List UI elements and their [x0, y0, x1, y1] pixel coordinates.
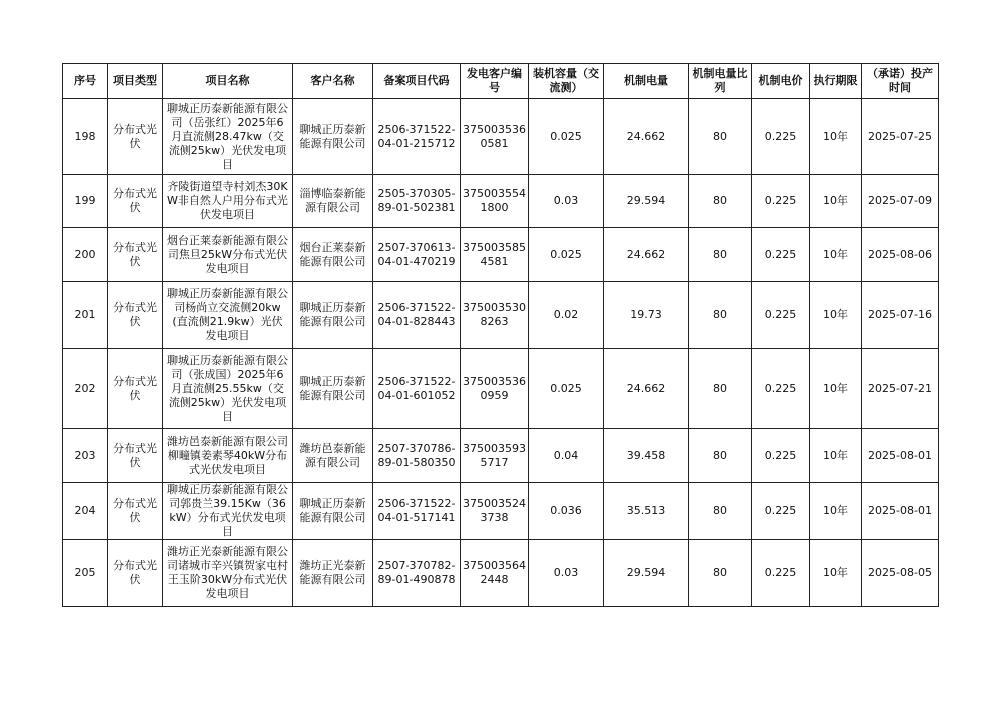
- cell-no: 204: [63, 483, 108, 540]
- cell-energy: 24.662: [604, 228, 689, 282]
- table-row: [63, 429, 939, 483]
- cell-filing-code: 2505-370305-89-01-502381: [373, 175, 461, 228]
- cell-ratio: 80: [689, 282, 752, 349]
- table-row: [63, 99, 939, 175]
- cell-project-name: 齐陵街道望寺村刘杰30KW非自然人户用分布式光伏发电项目: [163, 175, 293, 228]
- cell-account: 3750035360581: [461, 99, 529, 175]
- cell-account: 3750035308263: [461, 282, 529, 349]
- cell-type: 分布式光伏: [108, 99, 163, 175]
- cell-customer: 聊城正历泰新能源有限公司: [293, 282, 373, 349]
- header-term: 执行期限: [810, 64, 862, 99]
- header-no: 序号: [63, 64, 108, 99]
- cell-no: 202: [63, 349, 108, 429]
- table-row: [63, 282, 939, 349]
- cell-type: 分布式光伏: [108, 349, 163, 429]
- table-row: [63, 175, 939, 228]
- cell-price: 0.225: [752, 349, 810, 429]
- cell-filing-code: 2506-371522-04-01-517141: [373, 483, 461, 540]
- header-customer-name: 客户名称: [293, 64, 373, 99]
- cell-price: 0.225: [752, 99, 810, 175]
- header-mechanism-price: 机制电价: [752, 64, 810, 99]
- document-page: [62, 63, 938, 607]
- cell-energy: 35.513: [604, 483, 689, 540]
- cell-date: 2025-07-21: [862, 349, 939, 429]
- cell-energy: 24.662: [604, 99, 689, 175]
- header-filing-code: 备案项目代码: [373, 64, 461, 99]
- table-header-row: [63, 64, 939, 99]
- cell-project-name: 聊城正历泰新能源有限公司（张成国）2025年6月直流侧25.55kw（交流侧25kw）光伏发电项目: [163, 349, 293, 429]
- cell-capacity: 0.03: [529, 175, 604, 228]
- cell-ratio: 80: [689, 228, 752, 282]
- cell-term: 10年: [810, 282, 862, 349]
- cell-date: 2025-08-01: [862, 429, 939, 483]
- projects-table: [62, 63, 939, 607]
- cell-term: 10年: [810, 175, 862, 228]
- header-project-type: 项目类型: [108, 64, 163, 99]
- cell-term: 10年: [810, 349, 862, 429]
- cell-term: 10年: [810, 540, 862, 607]
- cell-type: 分布式光伏: [108, 429, 163, 483]
- cell-term: 10年: [810, 483, 862, 540]
- cell-ratio: 80: [689, 429, 752, 483]
- header-project-name: 项目名称: [163, 64, 293, 99]
- cell-project-name: 聊城正历泰新能源有限公司郭贵兰39.15Kw（36kW）分布式光伏发电项目: [163, 483, 293, 540]
- table-row: [63, 540, 939, 607]
- header-energy-ratio: 机制电量比列: [689, 64, 752, 99]
- cell-price: 0.225: [752, 175, 810, 228]
- cell-date: 2025-08-01: [862, 483, 939, 540]
- cell-term: 10年: [810, 99, 862, 175]
- cell-date: 2025-07-09: [862, 175, 939, 228]
- cell-type: 分布式光伏: [108, 540, 163, 607]
- cell-customer: 淄博临泰新能源有限公司: [293, 175, 373, 228]
- cell-capacity: 0.025: [529, 228, 604, 282]
- cell-filing-code: 2506-371522-04-01-601052: [373, 349, 461, 429]
- cell-account: 3750035360959: [461, 349, 529, 429]
- cell-ratio: 80: [689, 99, 752, 175]
- cell-project-name: 潍坊正光泰新能源有限公司诸城市辛兴镇贺家屯村王玉阶30kW分布式光伏发电项目: [163, 540, 293, 607]
- cell-energy: 24.662: [604, 349, 689, 429]
- cell-ratio: 80: [689, 349, 752, 429]
- cell-term: 10年: [810, 429, 862, 483]
- cell-filing-code: 2506-371522-04-01-828443: [373, 282, 461, 349]
- cell-price: 0.225: [752, 429, 810, 483]
- cell-customer: 烟台正莱泰新能源有限公司: [293, 228, 373, 282]
- cell-filing-code: 2507-370782-89-01-490878: [373, 540, 461, 607]
- cell-customer: 聊城正历泰新能源有限公司: [293, 99, 373, 175]
- cell-capacity: 0.025: [529, 99, 604, 175]
- cell-ratio: 80: [689, 175, 752, 228]
- cell-type: 分布式光伏: [108, 483, 163, 540]
- cell-account: 3750035854581: [461, 228, 529, 282]
- header-mechanism-energy: 机制电量: [604, 64, 689, 99]
- cell-type: 分布式光伏: [108, 282, 163, 349]
- cell-project-name: 烟台正莱泰新能源有限公司焦旦25kW分布式光伏发电项目: [163, 228, 293, 282]
- cell-no: 198: [63, 99, 108, 175]
- cell-price: 0.225: [752, 228, 810, 282]
- cell-project-name: 潍坊邑泰新能源有限公司柳疃镇姜素琴40kW分布式光伏发电项目: [163, 429, 293, 483]
- cell-customer: 聊城正历泰新能源有限公司: [293, 349, 373, 429]
- cell-project-name: 聊城正历泰新能源有限公司杨尚立交流侧20kw(直流侧21.9kw）光伏发电项目: [163, 282, 293, 349]
- header-account-number: 发电客户编号: [461, 64, 529, 99]
- cell-energy: 29.594: [604, 540, 689, 607]
- cell-type: 分布式光伏: [108, 175, 163, 228]
- cell-price: 0.225: [752, 282, 810, 349]
- cell-no: 199: [63, 175, 108, 228]
- cell-price: 0.225: [752, 483, 810, 540]
- cell-account: 3750035935717: [461, 429, 529, 483]
- cell-filing-code: 2507-370613-04-01-470219: [373, 228, 461, 282]
- cell-ratio: 80: [689, 540, 752, 607]
- cell-no: 205: [63, 540, 108, 607]
- cell-energy: 29.594: [604, 175, 689, 228]
- cell-price: 0.225: [752, 540, 810, 607]
- table-row: [63, 349, 939, 429]
- cell-customer: 潍坊邑泰新能源有限公司: [293, 429, 373, 483]
- cell-filing-code: 2507-370786-89-01-580350: [373, 429, 461, 483]
- cell-term: 10年: [810, 228, 862, 282]
- cell-customer: 聊城正历泰新能源有限公司: [293, 483, 373, 540]
- table-row: [63, 483, 939, 540]
- cell-date: 2025-08-06: [862, 228, 939, 282]
- header-operation-date: （承诺）投产时间: [862, 64, 939, 99]
- cell-capacity: 0.02: [529, 282, 604, 349]
- cell-account: 3750035642448: [461, 540, 529, 607]
- cell-capacity: 0.03: [529, 540, 604, 607]
- cell-account: 3750035243738: [461, 483, 529, 540]
- cell-customer: 潍坊正光泰新能源有限公司: [293, 540, 373, 607]
- table-row: [63, 228, 939, 282]
- cell-project-name: 聊城正历泰新能源有限公司（岳张红）2025年6月直流侧28.47kw（交流侧25kw）光伏发电项目: [163, 99, 293, 175]
- cell-energy: 19.73: [604, 282, 689, 349]
- cell-capacity: 0.025: [529, 349, 604, 429]
- cell-capacity: 0.036: [529, 483, 604, 540]
- cell-ratio: 80: [689, 483, 752, 540]
- cell-date: 2025-08-05: [862, 540, 939, 607]
- header-capacity: 装机容量（交流测）: [529, 64, 604, 99]
- cell-account: 3750035541800: [461, 175, 529, 228]
- cell-no: 203: [63, 429, 108, 483]
- cell-no: 200: [63, 228, 108, 282]
- cell-date: 2025-07-16: [862, 282, 939, 349]
- cell-date: 2025-07-25: [862, 99, 939, 175]
- cell-energy: 39.458: [604, 429, 689, 483]
- cell-capacity: 0.04: [529, 429, 604, 483]
- cell-no: 201: [63, 282, 108, 349]
- cell-type: 分布式光伏: [108, 228, 163, 282]
- cell-filing-code: 2506-371522-04-01-215712: [373, 99, 461, 175]
